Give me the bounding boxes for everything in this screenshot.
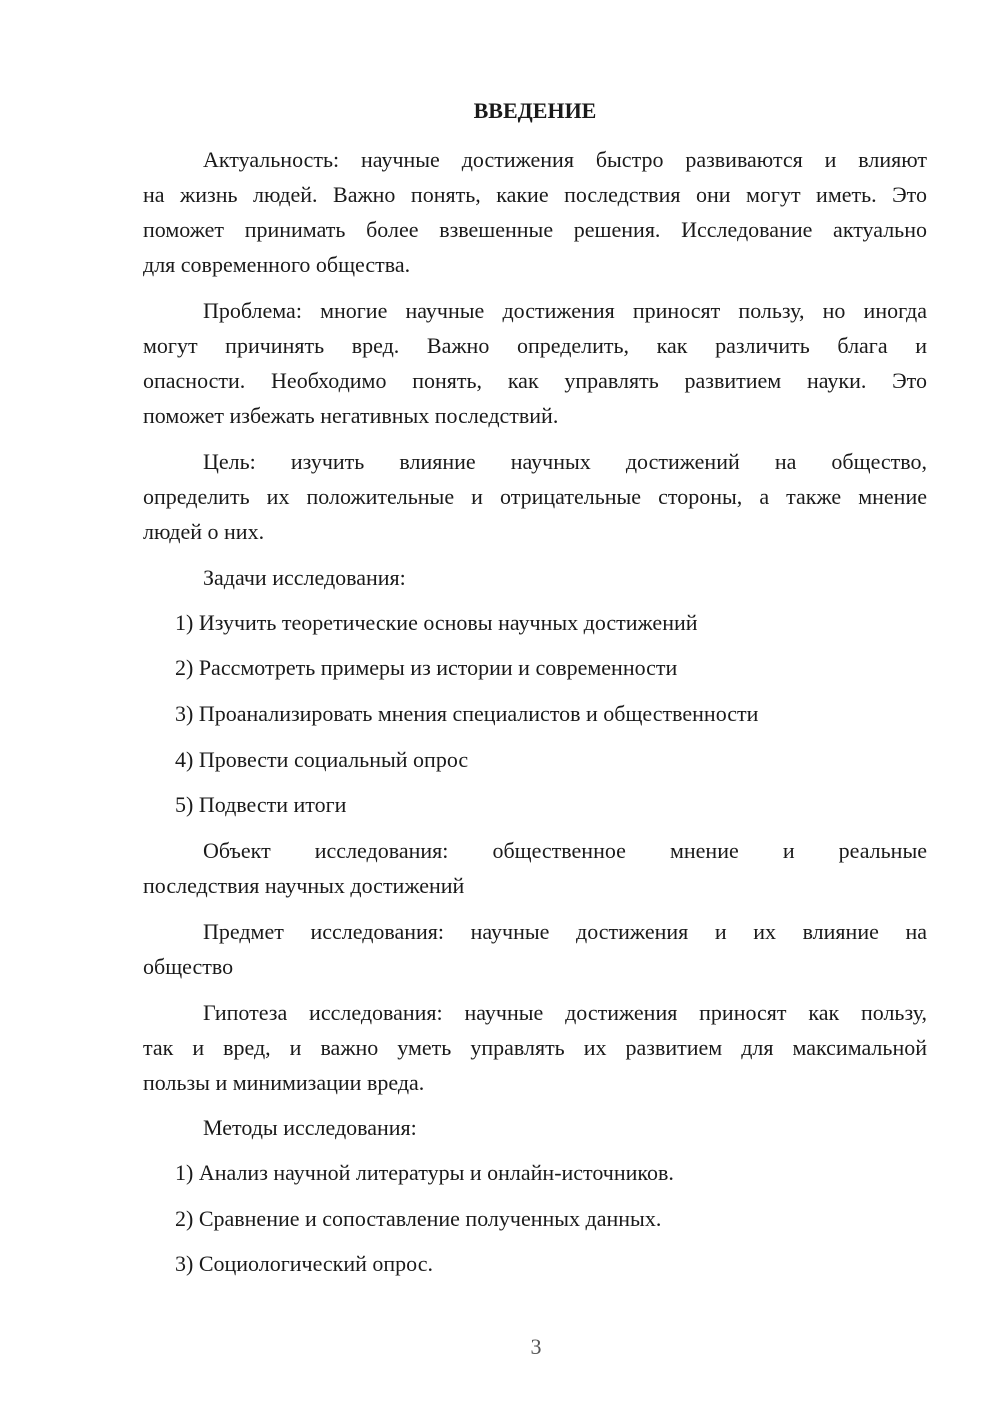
paragraph-line: Гипотеза исследования: научные достижения приносят как пользу, [203,1000,927,1025]
list-item: 2) Рассмотреть примеры из истории и современности [175,655,678,680]
paragraph-line: Проблема: многие научные достижения приносят пользу, но иногда [203,298,927,323]
tasks-heading: Задачи исследования: [203,565,406,590]
paragraph-line: последствия научных достижений [143,873,465,898]
paragraph-line: для современного общества. [143,252,411,277]
list-item: 1) Изучить теоретические основы научных достижений [175,610,698,635]
paragraph-line: определить их положительные и отрицательные стороны, а также мнение [143,484,927,509]
page-number: 3 [530,1334,542,1359]
list-item: 2) Сравнение и сопоставление полученных данных. [175,1206,662,1231]
paragraph-line: Цель: изучить влияние научных достижений на общество, [203,449,927,474]
list-item: 5) Подвести итоги [175,792,347,817]
list-item: 4) Провести социальный опрос [175,747,469,772]
paragraph-line: Предмет исследования: научные достижения и их влияние на [203,919,927,944]
paragraph-line: общество [143,954,234,979]
paragraph-line: Актуальность: научные достижения быстро развиваются и влияют [203,147,927,172]
paragraph-line: людей о них. [143,519,265,544]
paragraph-line: поможет принимать более взвешенные решения. Исследование актуально [143,217,927,242]
methods-heading: Методы исследования: [203,1115,417,1140]
paragraph-line: опасности. Необходимо понять, как управлять развитием науки. Это [143,368,927,393]
paragraph-line: Объект исследования: общественное мнение и реальные [203,838,927,863]
paragraph-line: на жизнь людей. Важно понять, какие последствия они могут иметь. Это [143,182,927,207]
section-title: ВВЕДЕНИЕ [473,98,597,123]
paragraph-line: могут причинять вред. Важно определить, как различить блага и [143,333,927,358]
paragraph-line: поможет избежать негативных последствий. [143,403,559,428]
list-item: 1) Анализ научной литературы и онлайн-источников. [175,1160,674,1185]
paragraph-line: так и вред, и важно уметь управлять их развитием для максимальной [143,1035,927,1060]
list-item: 3) Проанализировать мнения специалистов и общественности [175,701,759,726]
paragraph-line: пользы и минимизации вреда. [143,1070,425,1095]
list-item: 3) Социологический опрос. [175,1251,433,1276]
